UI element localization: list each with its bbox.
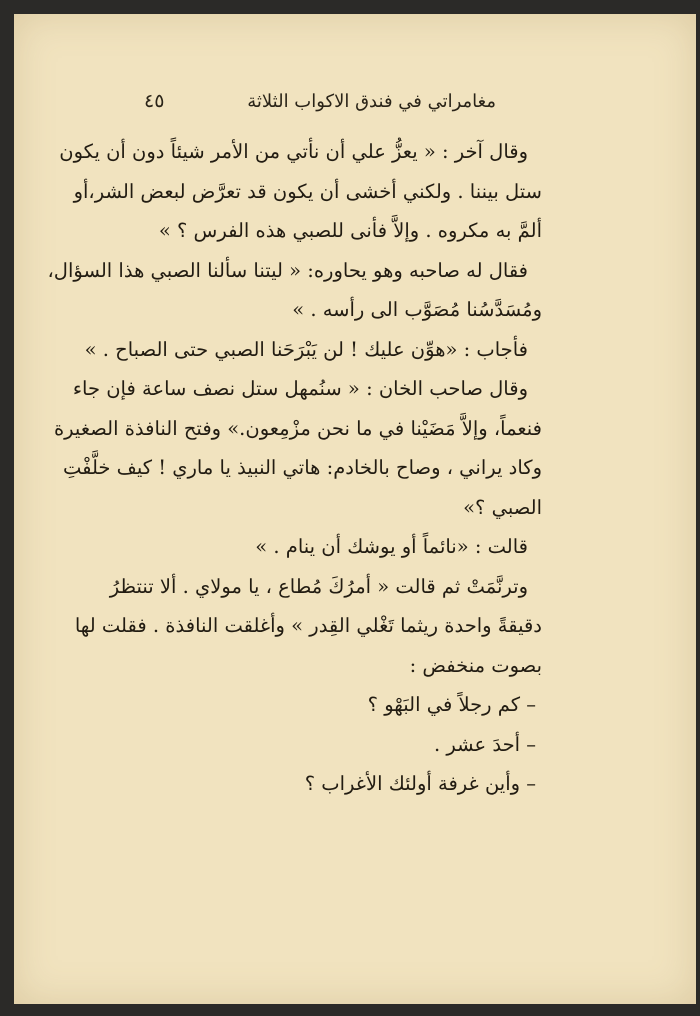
dialogue-line: – وأين غرفة أولئك الأغراب ؟ <box>304 772 536 795</box>
text-line: فنعماً، وإلاَّ مَضَيْنا في ما نحن مزْمِعون.» وفتح النافذة الصغيرة <box>53 416 542 440</box>
page-number: ٤٥ <box>144 90 165 112</box>
text-line: دقيقةً واحدة ريثما تَغْلي القِدر » وأغلقت النافذة . فقلت لها <box>74 614 542 637</box>
running-title: مغامراتي في فندق الاكواب الثلاثة <box>247 91 496 112</box>
dialogue-line: – كم رجلاً في البَهْو ؟ <box>367 693 536 716</box>
text-line: قالت : «نائماً أو يوشك أن ينام . » <box>255 535 528 558</box>
text-line: وقال آخر : « يعزُّ علي أن نأتي من الأمر شيئاً دون أن يكون <box>59 140 528 163</box>
text-line: ألمَّ به مكروه . وإلاَّ فأنى للصبي هذه الفرس ؟ » <box>158 219 542 242</box>
text-line: بصوت منخفض : <box>409 653 542 677</box>
dialogue-line: – أحدَ عشر . <box>433 732 536 756</box>
running-header <box>144 90 496 112</box>
text-line: وكاد يراني ، وصاح بالخادم: هاتي النبيذ يا ماري ! كيف خلَّفْتِ <box>62 456 542 479</box>
text-line: فقال له صاحبه وهو يحاوره: « ليتنا سألنا الصبي هذا السؤال، <box>47 258 528 282</box>
text-line: وقال صاحب الخان : « سنُمهل ستل نصف ساعة فإن جاء <box>72 377 528 400</box>
text-line: فأجاب : «هوِّن عليك ! لن يَبْرَحَنا الصبي حتى الصباح . » <box>84 337 528 361</box>
book-page <box>14 14 696 1004</box>
text-line: الصبي ؟» <box>463 495 542 519</box>
text-line: ستل بيننا . ولكني أخشى أن يكون قد تعرَّض لبعض الشر،أو <box>73 179 542 203</box>
body-text <box>47 132 542 804</box>
text-line: ومُسَدَّسُنا مُصَوَّب الى رأسه . » <box>292 298 542 321</box>
text-line: وترنَّمَتْ ثم قالت « أمرُكَ مُطاع ، يا مولاي . ألا تنتظرُ <box>109 574 528 598</box>
